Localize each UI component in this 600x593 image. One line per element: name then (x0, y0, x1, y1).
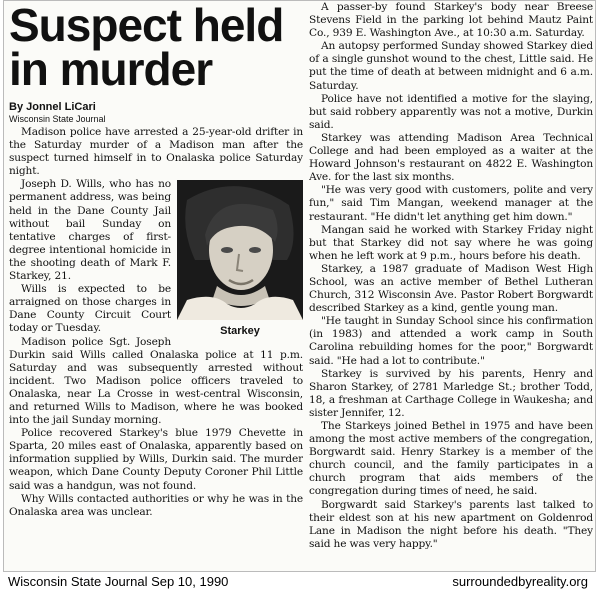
article-paragraph: Mangan said he worked with Starkey Friday night but that Starkey did not say where he was going when he left work at 9 p.m., hours before his death. (309, 223, 593, 262)
photo-caption: Starkey (220, 325, 260, 338)
right-column (309, 1, 593, 571)
portrait-photo (177, 180, 303, 320)
article-paragraph: The Starkeys joined Bethel in 1975 and have been among the most active members of the congregation, Borgwardt said. Henry Starkey is a member of the church council, and the family participates in a church program that aids members of the congregation during times of need, he said. (309, 420, 593, 498)
article-paragraph: Why Wills contacted authorities or why he was in the Onalaska area was unclear. (9, 492, 303, 518)
article-paragraph: An autopsy performed Sunday showed Starkey died of a single gunshot wound to the chest, Little said. He put the time of death at between midnight and 6 a.m. Saturday. (309, 40, 593, 92)
article-paragraph: Police recovered Starkey's blue 1979 Chevette in Sparta, 20 miles east of Onalaska, apparently based on information supplied by Wills, Durkin said. The murder weapon, which Dane County Deputy Coroner Phil Little said was a handgun, was not found. (9, 427, 303, 492)
footer-website: surroundedbyreality.org (452, 574, 588, 589)
article-paragraph: Joseph D. Wills, who has no permanent address, was being held in the Dane County Jail without bail Sunday on tentative charges of first-degree intentional homicide in the shooting death of Mark F. Starkey, 21. (9, 178, 171, 283)
photo-figure (177, 180, 303, 340)
portrait-image (177, 180, 303, 320)
article-paragraph: A passer-by found Starkey's body near Breese Stevens Field in the parking lot behind Mautz Paint Co., 939 E. Washington Ave., at 10:30 a.m. Saturday. (309, 1, 593, 40)
left-column (9, 1, 303, 571)
article-paragraph: Madison police have arrested a 25-year-old drifter in the Saturday murder of a Madison man after the suspect turned himself in to Onalaska police Saturday night. (9, 126, 303, 178)
newspaper-clipping (3, 0, 596, 572)
byline: By Jonnel LiCari (9, 101, 96, 113)
article-paragraph: "He was very good with customers, polite and very fun," said Tim Mangan, weekend manager at the restaurant. "He didn't let anything get him down." (309, 184, 593, 223)
article-paragraph: Wills is expected to be arraigned on those charges in Dane County Circuit Court today or Tuesday. (9, 283, 171, 335)
footer-source-date: Wisconsin State Journal Sep 10, 1990 (8, 574, 229, 589)
article-paragraph: "He taught in Sunday School since his confirmation (in 1983) and attended a work camp in South Carolina rebuilding homes for the poor," Borgwardt said. "He had a lot to contribute." (309, 315, 593, 367)
article-paragraph: Borgwardt said Starkey's parents last talked to their eldest son at his new apartment on Goldenrod Lane in Madison the night before his death. "They said he was very happy." (309, 498, 593, 550)
headline: Suspect held in murder (9, 1, 284, 95)
article-paragraph: Police have not identified a motive for the slaying, but said robbery apparently was not a motive, Durkin said. (309, 92, 593, 131)
article-paragraph: Starkey is survived by his parents, Henry and Sharon Starkey, of 2781 Marledge St.; brother Todd, 18, a freshman at Carthage College in Waukesha; and sister Jennifer, 12. (309, 367, 593, 419)
article-paragraph: Starkey was attending Madison Area Technical College and had been employed as a waiter at the Howard Johnson's restaurant on 4822 E. Washington Ave. for the last six months. (309, 131, 593, 184)
byline-source: Wisconsin State Journal (9, 114, 106, 124)
article-paragraph: Starkey, a 1987 graduate of Madison West High School, was an active member of Bethel Lutheran Church, 312 Wisconsin Ave. Pastor Robert Borgwardt described Starkey as a kind, gentle young man. (309, 262, 593, 315)
article-paragraph: Madison police Sgt. Joseph Durkin said Wills called Onalaska police at 11 p.m. Saturday and was subsequently arrested without incident. Two Madison police officers traveled to Onalaska, near La Crosse in west-central Wisconsin, and returned Wills to Madison, where he was booked into the jail Sunday morning. (9, 335, 303, 427)
